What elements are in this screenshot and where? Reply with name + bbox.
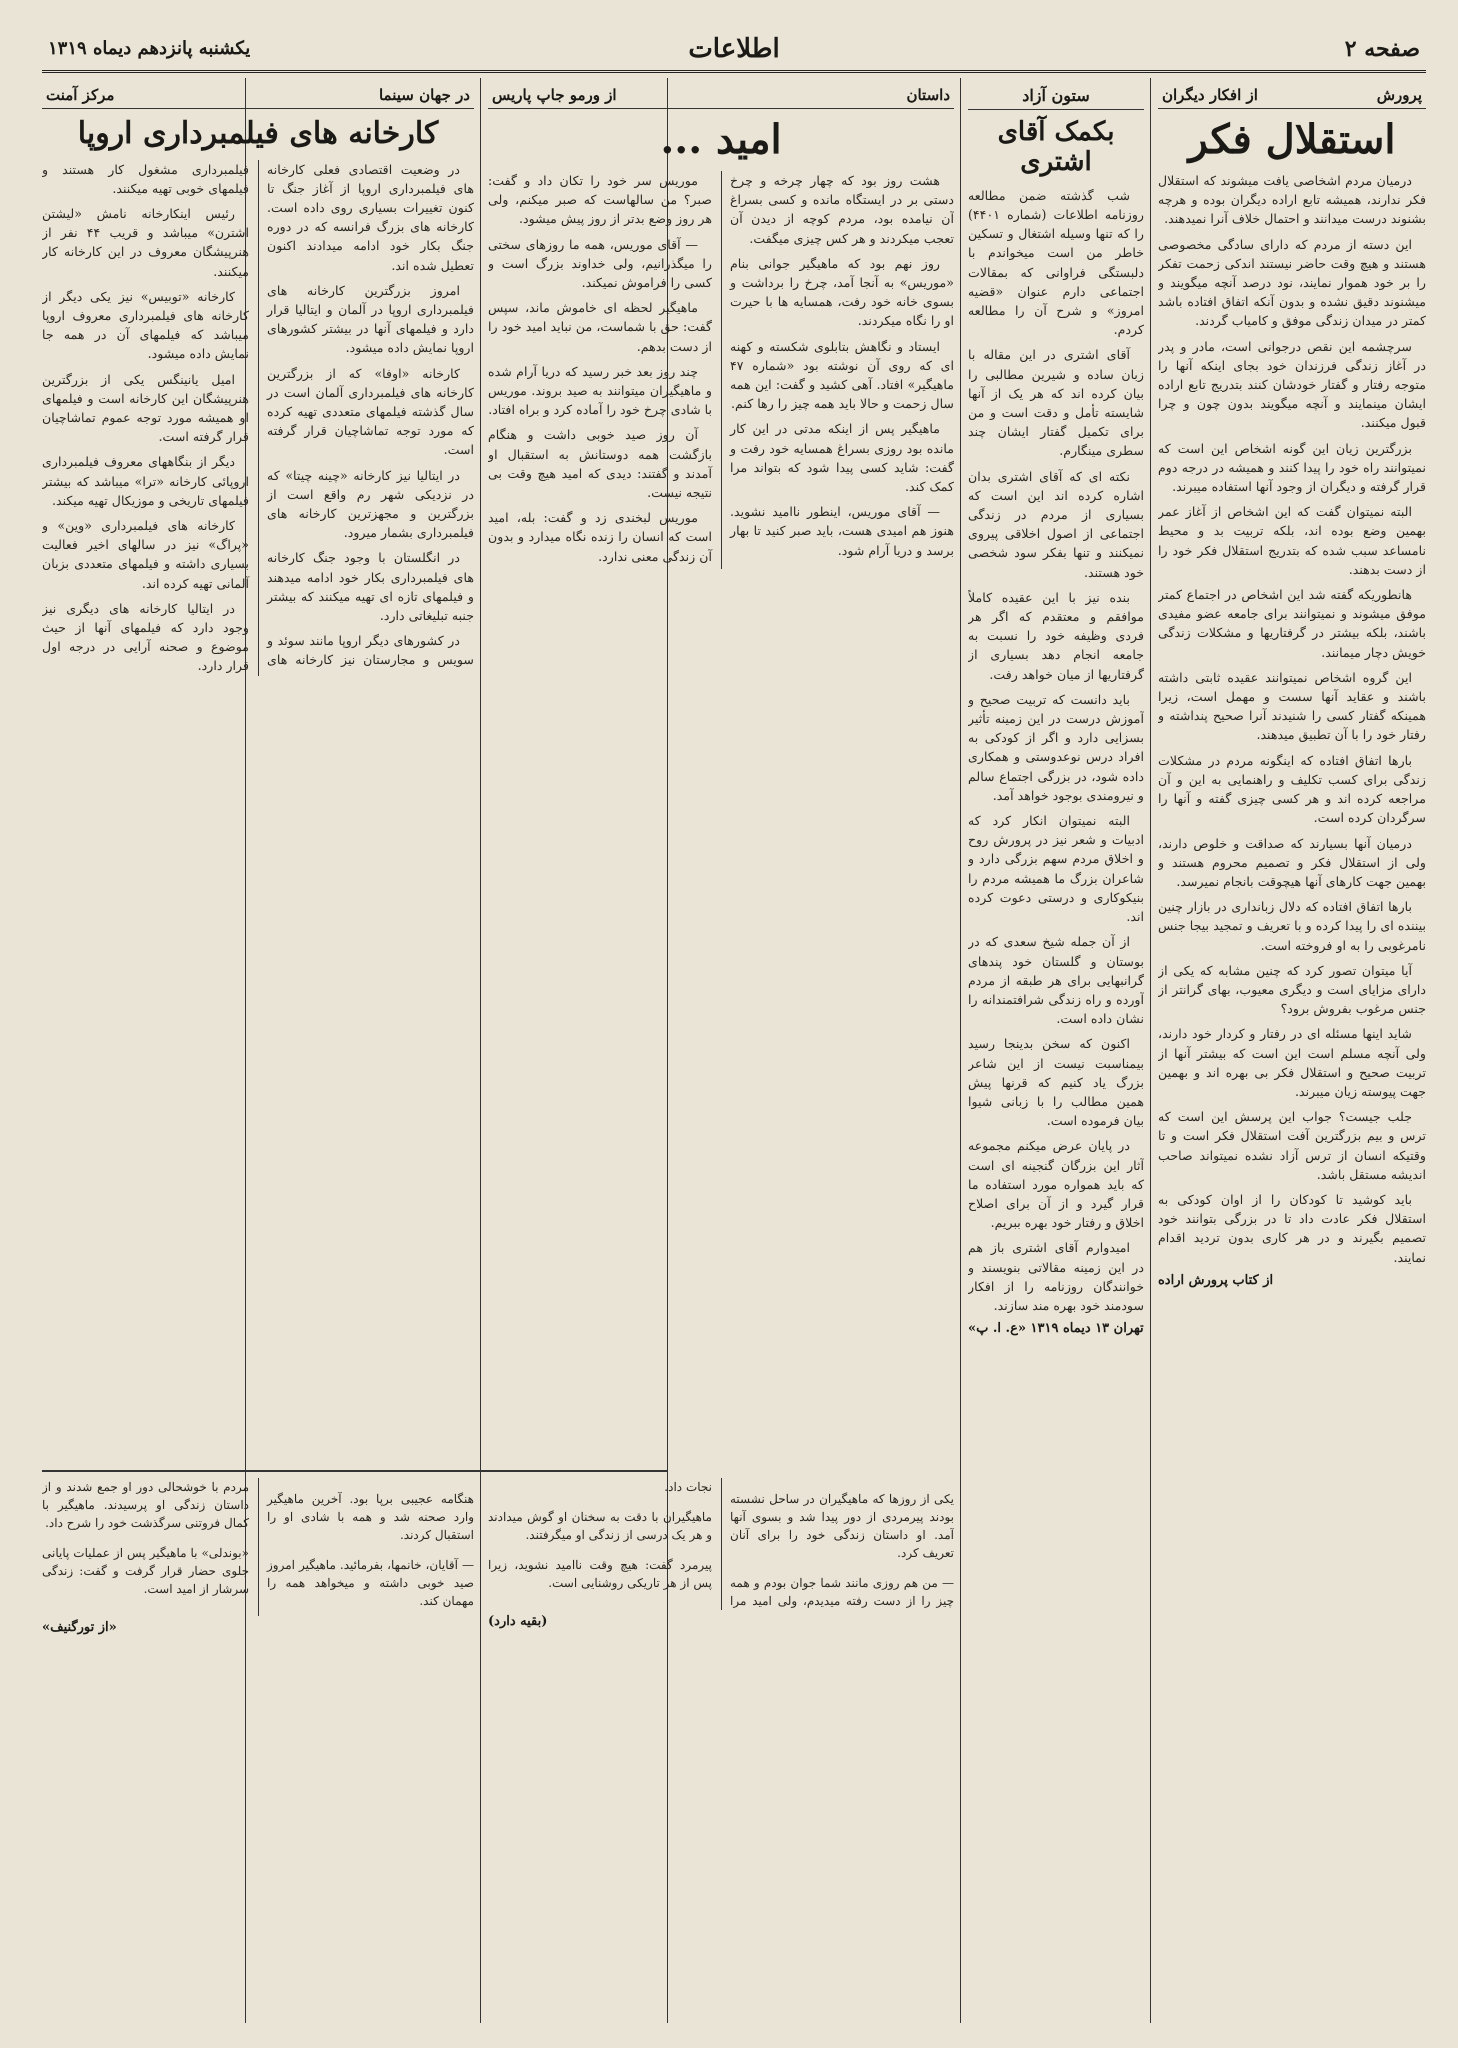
- paragraph: رئیس اینکارخانه نامش «لیشتن اشترن» میباشد و قریب ۴۴ نفر از هنرپیشگان معروف در این کارخانه کار میکنند.: [42, 205, 249, 279]
- paragraph: در انگلستان با وجود جنگ کارخانه های فیلمبرداری بکار خود ادامه میدهند و فیلمهای تازه ای تهیه میکنند که بیشتر جنبه تبلیغاتی دارد.: [267, 550, 474, 623]
- paragraph: ماهیگیر پس از اینکه مدتی در این کار مانده بود روزی بسراغ همسایه خود رفت و گفت: شاید کسی پیدا شود که بتواند مرا کمک کند.: [730, 421, 954, 495]
- paragraph: — آقای موریس، همه ما روزهای سختی را میگذرانیم، ولی خداوند بزرگ است و کسی را فراموش نمیکند.: [488, 236, 712, 291]
- paragraph: شب گذشته ضمن مطالعه روزنامه اطلاعات (شماره ۴۴۰۱) را که تنها وسیله اشتغال و تسکین خاطر من است میخواندم با دلبستگی فراوانی که بمقالات اجتماعی دارم عنوان «قضیه امروز» و شرح آن را مطالعه کردم.: [968, 187, 1144, 338]
- paragraph: کارخانه های فیلمبرداری «وین» و «پراگ» نیز در سالهای اخیر فعالیت بسیاری داشته و فیلمهای متعددی بزبان آلمانی تهیه کرده اند.: [42, 517, 249, 591]
- column-kicker: [1158, 84, 1426, 109]
- paragraph: جلب جیست؟ جواب این پرسش این است که ترس و بیم بزرگترین آفت استقلال فکر است و تا وقتیکه انسان از ترس آزاد نشده نمیتواند صاحب اندیشه مستقل باشد.: [1158, 1109, 1426, 1182]
- article-body: [42, 160, 474, 676]
- paragraph: — آقای موریس، اینطور ناامید نشوید. هنوز هم امیدی هست، باید صبر کنید تا بهار برسد و دریا آرام شود.: [730, 504, 954, 558]
- article-signature: از کتاب پرورش اراده: [1158, 1272, 1274, 1288]
- article-headline: امید ...: [660, 116, 782, 163]
- paragraph: یکی از روزها که ماهیگیران در ساحل نشسته بودند پیرمردی از دور پیدا شد و بسوی آنها آمد. او داستان زندگی خود را برای آنان تعریف کرد.: [730, 1492, 954, 1560]
- column-kicker: ستون آزاد: [968, 84, 1144, 110]
- kicker-source: مرکز آمنت: [46, 86, 115, 104]
- column-rule: [1150, 78, 1151, 2023]
- paragraph: درمیان مردم اشخاصی یافت میشوند که استقلال فکر ندارند، همیشه تابع اراده دیگران بوده و هرچه بشنوند درست میدانند و احتمال خلاف آنرا نمیدهند.: [1158, 173, 1426, 227]
- continued-note: (بقیه دارد): [488, 1614, 548, 1629]
- column-kicker: [42, 84, 474, 109]
- newspaper-name: اطلاعات: [688, 34, 780, 64]
- paragraph: هشت روز بود که چهار چرخه و چرخ دستی بر در ایستگاه مانده و کسی بسراغ آن نیامده بود، مردم کوچه از دیدن آن تعجب میکردند و هر کس چیزی میگفت.: [730, 173, 954, 246]
- page-number: صفحه ۲: [1344, 36, 1420, 62]
- paragraph: ماهیگیر لحظه ای خاموش ماند، سپس گفت: حق با شماست، من نباید امید خود را از دست بدهم.: [488, 300, 712, 354]
- paragraph: مردم با خوشحالی دور او جمع شدند و از داستان زندگی او پرسیدند. ماهیگیر با کمال فروتنی سرگذشت خود را شرح داد.: [42, 1480, 249, 1530]
- paragraph: چند روز بعد خبر رسید که دریا آرام شده و ماهیگیران میتوانند به صید بروند. موریس با شادی چرخ خود را آماده کرد و براه افتاد.: [488, 363, 712, 418]
- kicker-source: از افکار دیگران: [1162, 86, 1258, 104]
- kicker-category: پرورش: [1376, 86, 1422, 104]
- issue-date: یکشنبه پانزدهم دیماه ۱۳۱۹: [48, 38, 251, 59]
- column-istiqlal-fekr: [1158, 84, 1426, 2034]
- masthead: [42, 34, 1426, 73]
- closing-credit: «از تورگنیف»: [42, 1620, 117, 1635]
- column-cinema: [42, 84, 474, 1464]
- paragraph: موریس سر خود را تکان داد و گفت: صبر؟ من سالهاست که صبر میکنم، ولی هر روز وضع بدتر از روز پیش میشود.: [488, 173, 712, 227]
- kicker-category: داستان: [906, 86, 950, 104]
- paragraph: اکنون که سخن بدینجا رسید بیمناسبت نیست از این شاعر بزرگ یاد کنیم که قرنها پیش همین مطالب را با زبانی شیوا بیان فرموده است.: [968, 1036, 1144, 1129]
- article-headline: کارخانه های فیلمبرداری اروپا: [77, 116, 439, 151]
- column-rule: [960, 78, 961, 2023]
- article-headline: بکمک آقای اشتری: [997, 117, 1115, 177]
- column-story: [488, 84, 954, 1464]
- paragraph: روز نهم بود که ماهیگیر جوانی بنام «موریس» به آنجا آمد، چرخ را برداشت و بسوی خانه خود رفت، همسایه ها با حیرت او را نگاه میکردند.: [730, 255, 954, 329]
- paragraph: این گروه اشخاص نمیتوانند عقیده ثابتی داشته باشند و عقاید آنها سست و مهمل است، زیرا همینکه گفتار کسی را شنیدند آنرا صحیح پنداشته و رفتار خود را با آن تطبیق میدهند.: [1158, 669, 1426, 743]
- paragraph: آیا میتوان تصور کرد که چنین مشابه که یکی از دارای مزایای است و دیگری معیوب، بهای گرانتر از جنس مرغوب بفروش برود؟: [1158, 962, 1426, 1017]
- paragraph: بارها اتفاق افتاده که دلال زبانداری در بازار چنین بیننده ای را پیدا کرده و با تعریف و تمجید بیجا جنس نامرغوبی را به او فروخته است.: [1158, 899, 1426, 953]
- paragraph: در ایتالیا نیز کارخانه «چینه چیتا» که در نزدیکی شهر رم واقع است از بزرگترین و مجهزترین کارخانه های فیلمبرداری بشمار میرود.: [267, 467, 474, 541]
- article-body: [1158, 171, 1426, 1267]
- section-rule: [42, 1470, 667, 1472]
- paragraph: موریس لبخندی زد و گفت: بله، امید است که انسان را زنده نگاه میدارد و بدون آن زندگی معنی ندارد.: [488, 510, 712, 564]
- continuation-body: [488, 1478, 954, 1610]
- paragraph: باید دانست که تربیت صحیح و آموزش درست در این زمینه تأثیر بسزایی دارد و اگر از کودکی به افراد درس نوعدوستی و همکاری داده شود، در بزرگی اجتماع سالم و نیرومندی بوجود خواهد آمد.: [968, 691, 1144, 803]
- paragraph: کارخانه «اوفا» که از بزرگترین کارخانه های فیلمبرداری آلمان است در سال گذشته فیلمهای متعددی تهیه کرده که مورد توجه تماشاچیان قرار گرفته است.: [267, 365, 474, 458]
- article-signature: تهران ۱۳ دیماه ۱۳۱۹ «ع. ا. پ»: [968, 1321, 1144, 1337]
- paragraph: ایستاد و نگاهش بتابلوی شکسته و کهنه ای که روی آن نوشته بود «شماره ۴۷ ماهیگیر» افتاد. آهی کشید و گفت: این همه سال زحمت و حالا باید همه چیز را رها کنم.: [730, 338, 954, 412]
- paragraph: بارها اتفاق افتاده که اینگونه مردم در مشکلات زندگی برای کسب تکلیف و راهنمایی به این و آن مراجعه کرده اند و هر کسی چیزی گفته و آنها را سرگردان کرده است.: [1158, 752, 1426, 826]
- paragraph: این دسته از مردم که دارای سادگی مخصوصی هستند و هیچ وقت حاضر نیستند اندکی زحمت تفکر را بر خود هموار نمایند، نود درصد آنچه میگویند و میشنوند دقیق نشده و بدون آنکه اتفاق افتاده باشد کمتر در میدان زندگی موفق و کامیاب گردند.: [1158, 236, 1426, 329]
- kicker-category: در جهان سینما: [378, 86, 470, 104]
- paragraph: از آن جمله شیخ سعدی که در بوستان و گلستان خود پندهای گرانبهایی برای هر طبقه از مردم آورده و راه زندگی شرافتمندانه را نشان داده است.: [968, 934, 1144, 1027]
- lower-story: [42, 1478, 474, 2034]
- paragraph: درمیان آنها بسیارند که صداقت و خلوص دارند، ولی از استقلال فکر و تصمیم محروم هستند و بهمین جهت کارهای آنها هیچوقت بانجام نمیرسد.: [1158, 835, 1426, 889]
- paragraph: امیل یانینگس یکی از بزرگترین هنرپیشگان این کارخانه است و فیلمهای او همیشه مورد توجه عموم تماشاچیان قرار گرفته است.: [42, 371, 249, 445]
- paragraph: البته نمیتوان انکار کرد که ادبیات و شعر نیز در پرورش روح و اخلاق مردم سهم بزرگی دارد و شاعران بزرگ ما همیشه مردم را بنیکوکاری و درستی دعوت کرده اند.: [968, 813, 1144, 925]
- column-kicker: [488, 84, 954, 109]
- paragraph: بنده نیز با این عقیده کاملاً موافقم و معتقدم که اگر هر فردی وظیفه خود را نسبت به جامعه انجام دهد بسیاری از گرفتاریها از میان خواهد رفت.: [968, 589, 1144, 682]
- paragraph: — من هم روزی مانند شما جوان بودم و همه چیز را از دست رفته میدیدم، ولی امید مرا نجات داد.: [664, 1480, 954, 1608]
- paragraph: در پایان عرض میکنم مجموعه آثار این بزرگان گنجینه ای است که باید همواره مورد استفاده ما قرار گیرد و از آن برای اصلاح اخلاق و رفتار خود بهره ببریم.: [968, 1138, 1144, 1231]
- paragraph: نکته ای که آقای اشتری بدان اشاره کرده اند این است که بسیاری از مردم در زندگی اجتماعی از اصول اخلاقی پیروی نمیکنند و تنها بفکر سود شخصی خود هستند.: [968, 468, 1144, 580]
- paragraph: در ایتالیا کارخانه های دیگری نیز وجود دارد که فیلمهای آنها از حیث موضوع و صحنه آرایی در درجه اول قرار دارد.: [42, 600, 249, 674]
- paragraph: هانطوریکه گفته شد این اشخاص در اجتماع کمتر موفق میشوند و نمیتوانند برای جامعه عضو مفیدی باشند، بلکه بیشتر در گرفتاریها و مشکلات زندگی خویش دچار میمانند.: [1158, 587, 1426, 660]
- paragraph: دیگر از بنگاههای معروف فیلمبرداری اروپائی کارخانه «ترا» میباشد که بیشتر فیلمهای تاریخی و موزیکال تهیه میکند.: [42, 454, 249, 508]
- article-headline: استقلال فکر: [1188, 116, 1396, 163]
- kicker-credit: از ورمو جاپ پاریس: [492, 86, 617, 104]
- paragraph: هنگامه عجیبی برپا بود. آخرین ماهیگیر وارد صحنه شد و همه با شادی او را استقبال کردند.: [267, 1492, 474, 1542]
- paragraph: در کشورهای دیگر اروپا مانند سوئد و سویس و مجارستان نیز کارخانه های فیلمبرداری مشغول کار هستند و فیلمهای خوبی تهیه میکنند.: [42, 161, 474, 668]
- paragraph: آن روز صید خوبی داشت و هنگام بازگشت همه دوستانش به استقبال او آمدند و گفتند: دیدی که امید هیچ وقت بی نتیجه نیست.: [488, 427, 712, 501]
- paragraph: کارخانه «توبیس» نیز یکی دیگر از کارخانه های فیلمبرداری معروف اروپا میباشد که فیلمهای آن در همه جا نمایش داده میشود.: [42, 288, 249, 362]
- paragraph: شاید اینها مسئله ای در رفتار و کردار خود دارند، ولی آنچه مسلم است این است که بیشتر آنها از تربیت صحیح و استقلال فکر بی بهره اند و بهمین جهت پیوسته زیان میبرند.: [1158, 1026, 1426, 1099]
- article-body: [488, 171, 954, 569]
- paragraph: بزرگترین زیان این گونه اشخاص این است که نمیتوانند راه خود را پیدا کنند و همیشه در درجه دوم قرار گرفته و دیگران از وجود آنها استفاده میبرند.: [1158, 440, 1426, 495]
- column-rule: [480, 78, 481, 2023]
- paragraph: — آقایان، خانمها، بفرمائید. ماهیگیر امروز صید خوبی داشته و میخواهد همه را مهمان کند.: [267, 1558, 474, 1608]
- column-setun-azad: [968, 84, 1144, 2034]
- paragraph: سرچشمه این نقص درجوانی است، مادر و پدر در آغاز زندگی فرزندان خود بجای اینکه آنها را متوجه رفتار و گفتار خودشان کنند بتدریج تابع اراده ایشان مینمایند و آنچه میگویند بدون چون و چرا قبول میکنند.: [1158, 338, 1426, 431]
- article-body: [968, 186, 1144, 1315]
- paragraph: در وضعیت اقتصادی فعلی کارخانه های فیلمبرداری اروپا از آغاز جنگ تا کنون تغییرات بسیاری روی داده است. کارخانه های بزرگ فرانسه که در دوره جنگ بکار خود ادامه میدادند اکنون تعطیل شده اند.: [267, 161, 474, 273]
- paragraph: امروز بزرگترین کارخانه های فیلمبرداری اروپا در آلمان و ایتالیا قرار دارد و فیلمهای آنها در بیشتر کشورهای اروپا نمایش داده میشود.: [267, 282, 474, 356]
- lower-story-body: [42, 1478, 474, 1616]
- paragraph: باید کوشید تا کودکان را از اوان کودکی به استقلال فکر عادت داد تا در بزرگی بتوانند خود تصمیم بگیرند و در هر کاری بدون تردید اقدام نمایند.: [1158, 1191, 1426, 1265]
- story-continuation: [488, 1478, 954, 2034]
- paragraph: آقای اشتری در این مقاله با زبان ساده و شیرین مطالبی را بیان کرده اند که هر یک از آنها شایسته تأمل و دقت است و من برای تکمیل گفتار ایشان چند سطری مینگارم.: [968, 347, 1144, 459]
- paragraph: ماهیگیران با دقت به سخنان او گوش میدادند و هر یک درسی از زندگی او میگرفتند.: [488, 1510, 712, 1542]
- paragraph: پیرمرد گفت: هیچ وقت ناامید نشوید، زیرا پس از هر تاریکی روشنایی است.: [488, 1558, 712, 1590]
- paragraph: امیدوارم آقای اشتری باز هم در این زمینه مقالاتی بنویسند و خوانندگان روزنامه را از افکار سودمند خود بهره مند سازند.: [968, 1240, 1144, 1313]
- paragraph: «بوندلی» با ماهیگیر پس از عملیات پایانی جلوی حضار قرار گرفت و گفت: زندگی سرشار از امید است.: [42, 1546, 249, 1596]
- paragraph: البته نمیتوان گفت که این اشخاص از آغاز عمر بهمین وضع بوده اند، بلکه تربیت بد و محیط نامساعد سبب شده که بتدریج استقلال فکر خود را از دست بدهند.: [1158, 504, 1426, 577]
